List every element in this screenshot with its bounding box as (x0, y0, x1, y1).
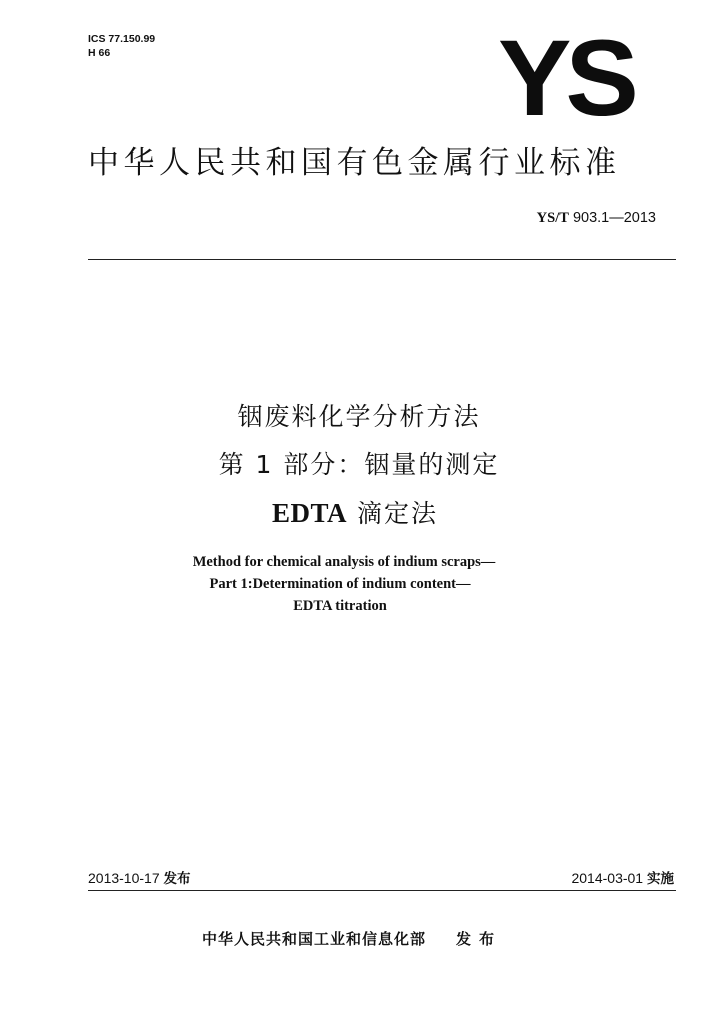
english-title-line-2: Part 1:Determination of indium content— (209, 576, 471, 592)
publisher (202, 928, 502, 949)
english-title-line-3: EDTA titration (293, 598, 387, 614)
implementation-date (571, 867, 674, 887)
implementation-date-label: 实施 (647, 871, 674, 887)
issue-date (88, 867, 191, 887)
chinese-title-edta: EDTA (272, 498, 348, 528)
standard-prefix: YS/T (536, 210, 569, 226)
chinese-title-method: 滴定法 (356, 499, 438, 528)
ics-code: ICS 77.150.99 (88, 33, 156, 45)
publisher-name: 中华人民共和国工业和信息化部 (202, 930, 427, 948)
publisher-action: 发布 (456, 930, 503, 948)
header-divider (88, 259, 676, 260)
ccs-code: H 66 (88, 47, 111, 59)
chinese-title-line-1: 铟废料化学分析方法 (237, 402, 481, 431)
standard-code: 903.1—2013 (572, 210, 656, 226)
chinese-title-line-2: 第 1 部分：铟量的测定 (218, 450, 500, 479)
issue-date-value: 2013-10-17 (88, 870, 160, 886)
issue-date-label: 发布 (163, 871, 191, 887)
organization-title: 中华人民共和国有色金属行业标准 (88, 145, 621, 181)
standard-number (537, 210, 656, 227)
classification-codes (88, 32, 155, 60)
implementation-date-value: 2014-03-01 (571, 870, 644, 886)
footer-divider (88, 890, 676, 891)
chinese-title-line-3 (0, 489, 724, 538)
chinese-title (0, 393, 724, 538)
english-title-line-1: Method for chemical analysis of indium scraps— (192, 554, 496, 570)
ys-logo: YS (498, 17, 633, 138)
english-title (0, 551, 724, 617)
